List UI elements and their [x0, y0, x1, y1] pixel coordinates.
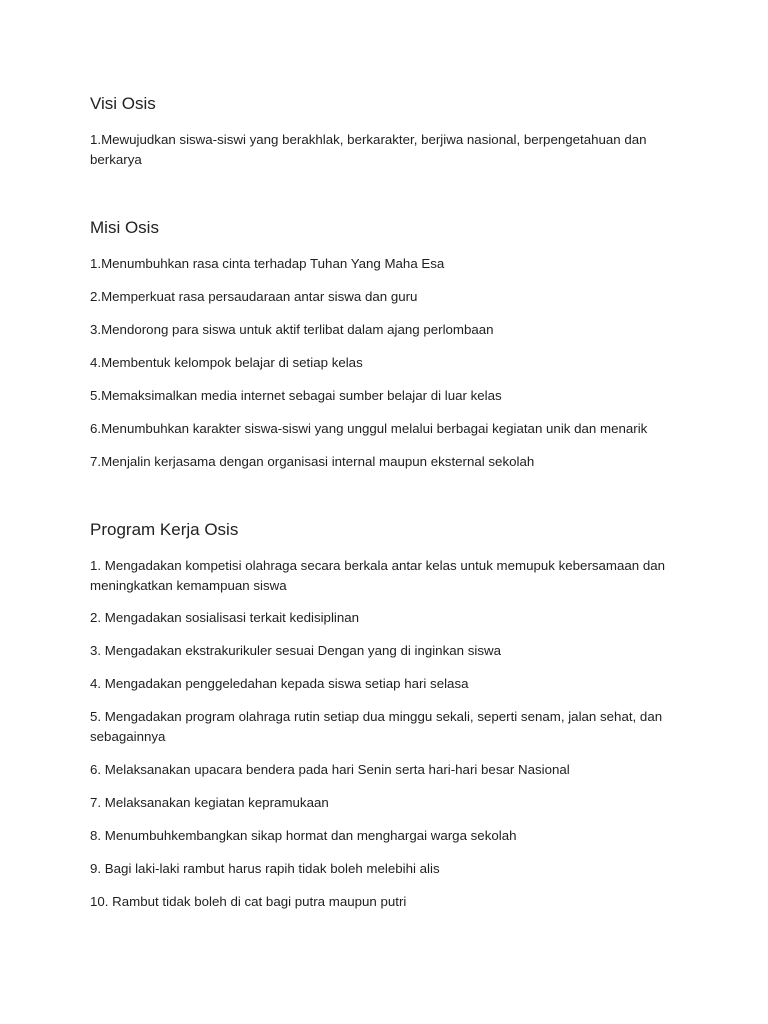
misi-item: 2.Memperkuat rasa persaudaraan antar siswa dan guru [90, 289, 418, 304]
program-item: 3. Mengadakan ekstrakurikuler sesuai Dengan yang di inginkan siswa [90, 643, 501, 658]
misi-item: 3.Mendorong para siswa untuk aktif terlibat dalam ajang perlombaan [90, 322, 494, 337]
visi-heading: Visi Osis [90, 94, 156, 113]
program-item: 7. Melaksanakan kegiatan kepramukaan [90, 795, 329, 810]
misi-item: 1.Menumbuhkan rasa cinta terhadap Tuhan Yang Maha Esa [90, 256, 445, 271]
program-item: 6. Melaksanakan upacara bendera pada hari Senin serta hari-hari besar Nasional [90, 762, 570, 777]
misi-item: 6.Menumbuhkan karakter siswa-siswi yang unggul melalui berbagai kegiatan unik dan menarik [90, 421, 648, 436]
misi-item: 7.Menjalin kerjasama dengan organisasi internal maupun eksternal sekolah [90, 454, 535, 469]
misi-heading: Misi Osis [90, 218, 159, 237]
program-item: 10. Rambut tidak boleh di cat bagi putra maupun putri [90, 894, 407, 909]
program-item: 5. Mengadakan program olahraga rutin setiap dua minggu sekali, seperti senam, jalan sehat, dan sebagainnya [90, 709, 663, 744]
program-item: 1. Mengadakan kompetisi olahraga secara berkala antar kelas untuk memupuk kebersamaan dan meningkatkan kemampuan siswa [90, 558, 666, 593]
visi-item: 1.Mewujudkan siswa-siswi yang berakhlak, berkarakter, berjiwa nasional, berpengetahuan dan berkarya [90, 132, 647, 167]
misi-item: 5.Memaksimalkan media internet sebagai sumber belajar di luar kelas [90, 388, 502, 403]
misi-item: 4.Membentuk kelompok belajar di setiap kelas [90, 355, 363, 370]
program-item: 2. Mengadakan sosialisasi terkait kedisiplinan [90, 610, 360, 625]
program-item: 8. Menumbuhkembangkan sikap hormat dan menghargai warga sekolah [90, 828, 517, 843]
program-item: 9. Bagi laki-laki rambut harus rapih tidak boleh melebihi alis [90, 861, 440, 876]
program-heading: Program Kerja Osis [90, 520, 239, 539]
program-item: 4. Mengadakan penggeledahan kepada siswa setiap hari selasa [90, 676, 469, 691]
